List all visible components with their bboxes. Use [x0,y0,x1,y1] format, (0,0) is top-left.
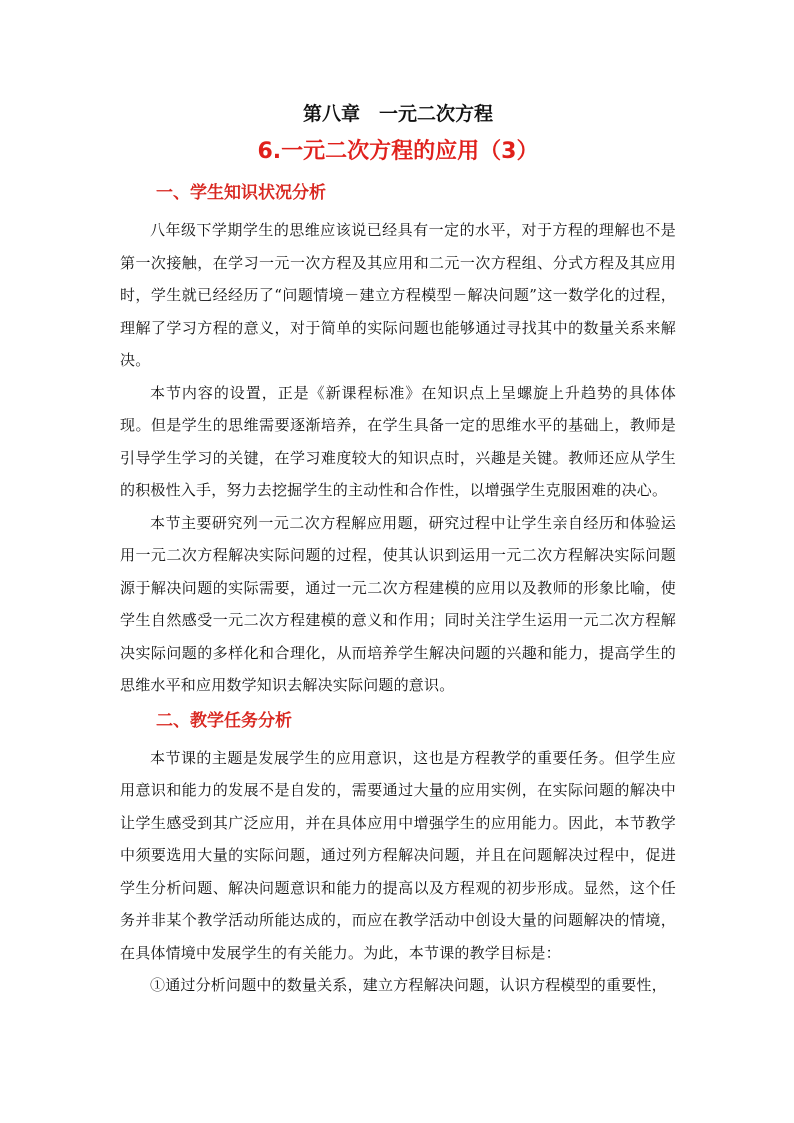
lesson-title: 6.一元二次方程的应用（3） [257,139,539,164]
paragraph: 本节主要研究列一元二次方程解应用题，研究过程中让学生亲自经历和体验运用一元二次方程解决实际问题的过程，使其认识到运用一元二次方程解决实际问题源于解决问题的实际需要，通过一元二次方程建模的应用以及教师的形象比喻，使学生自然感受一元二次方程建模的意义和作用；同时关注学生运用一元二次方程解决实际问题的多样化和合理化，从而培养学生解决问题的兴趣和能力，提高学生的思维水平和应用数学知识去解决实际问题的意识。 [120,513,676,694]
section-heading-task-analysis: 二、教学任务分析 [156,710,292,731]
chapter-title: 第八章 一元二次方程 [302,103,493,125]
document-page [120,100,676,1002]
paragraph: ①通过分析问题中的数量关系，建立方程解决问题，认识方程模型的重要性， [150,976,667,994]
paragraph: 本节课的主题是发展学生的应用意识，这也是方程教学的重要任务。但学生应用意识和能力的发展不是自发的，需要通过大量的应用实例，在实际问题的解决中让学生感受到其广泛应用，并在具体应用中增强学生的应用能力。因此，本节教学中须要选用大量的实际问题，通过列方程解决问题，并且在问题解决过程中，促进学生分析问题、解决问题意识和能力的提高以及方程观的初步形成。显然，这个任务并非某个教学活动所能达成的，而应在教学活动中创设大量的问题解决的情境，在具体情境中发展学生的有关能力。为此，本节课的教学目标是： [120,748,676,962]
section-heading-student-analysis: 一、学生知识状况分析 [156,183,326,203]
paragraph: 本节内容的设置，正是《新课程标准》在知识点上呈螺旋上升趋势的具体体现。但是学生的思维需要逐渐培养，在学生具备一定的思维水平的基础上，教师是引导学生学习的关键，在学习难度较大的知识点时，兴趣是关键。教师还应从学生的积极性入手，努力去挖掘学生的主动性和合作性，以增强学生克服困难的决心。 [120,383,676,499]
paragraph: 八年级下学期学生的思维应该说已经具有一定的水平，对于方程的理解也不是第一次接触，在学习一元一次方程及其应用和二元一次方程组、分式方程及其应用时，学生就已经经历了“问题情境－建立方程模型－解决问题”这一数学化的过程，理解了学习方程的意义，对于简单的实际问题也能够通过寻找其中的数量关系来解决。 [120,221,676,369]
